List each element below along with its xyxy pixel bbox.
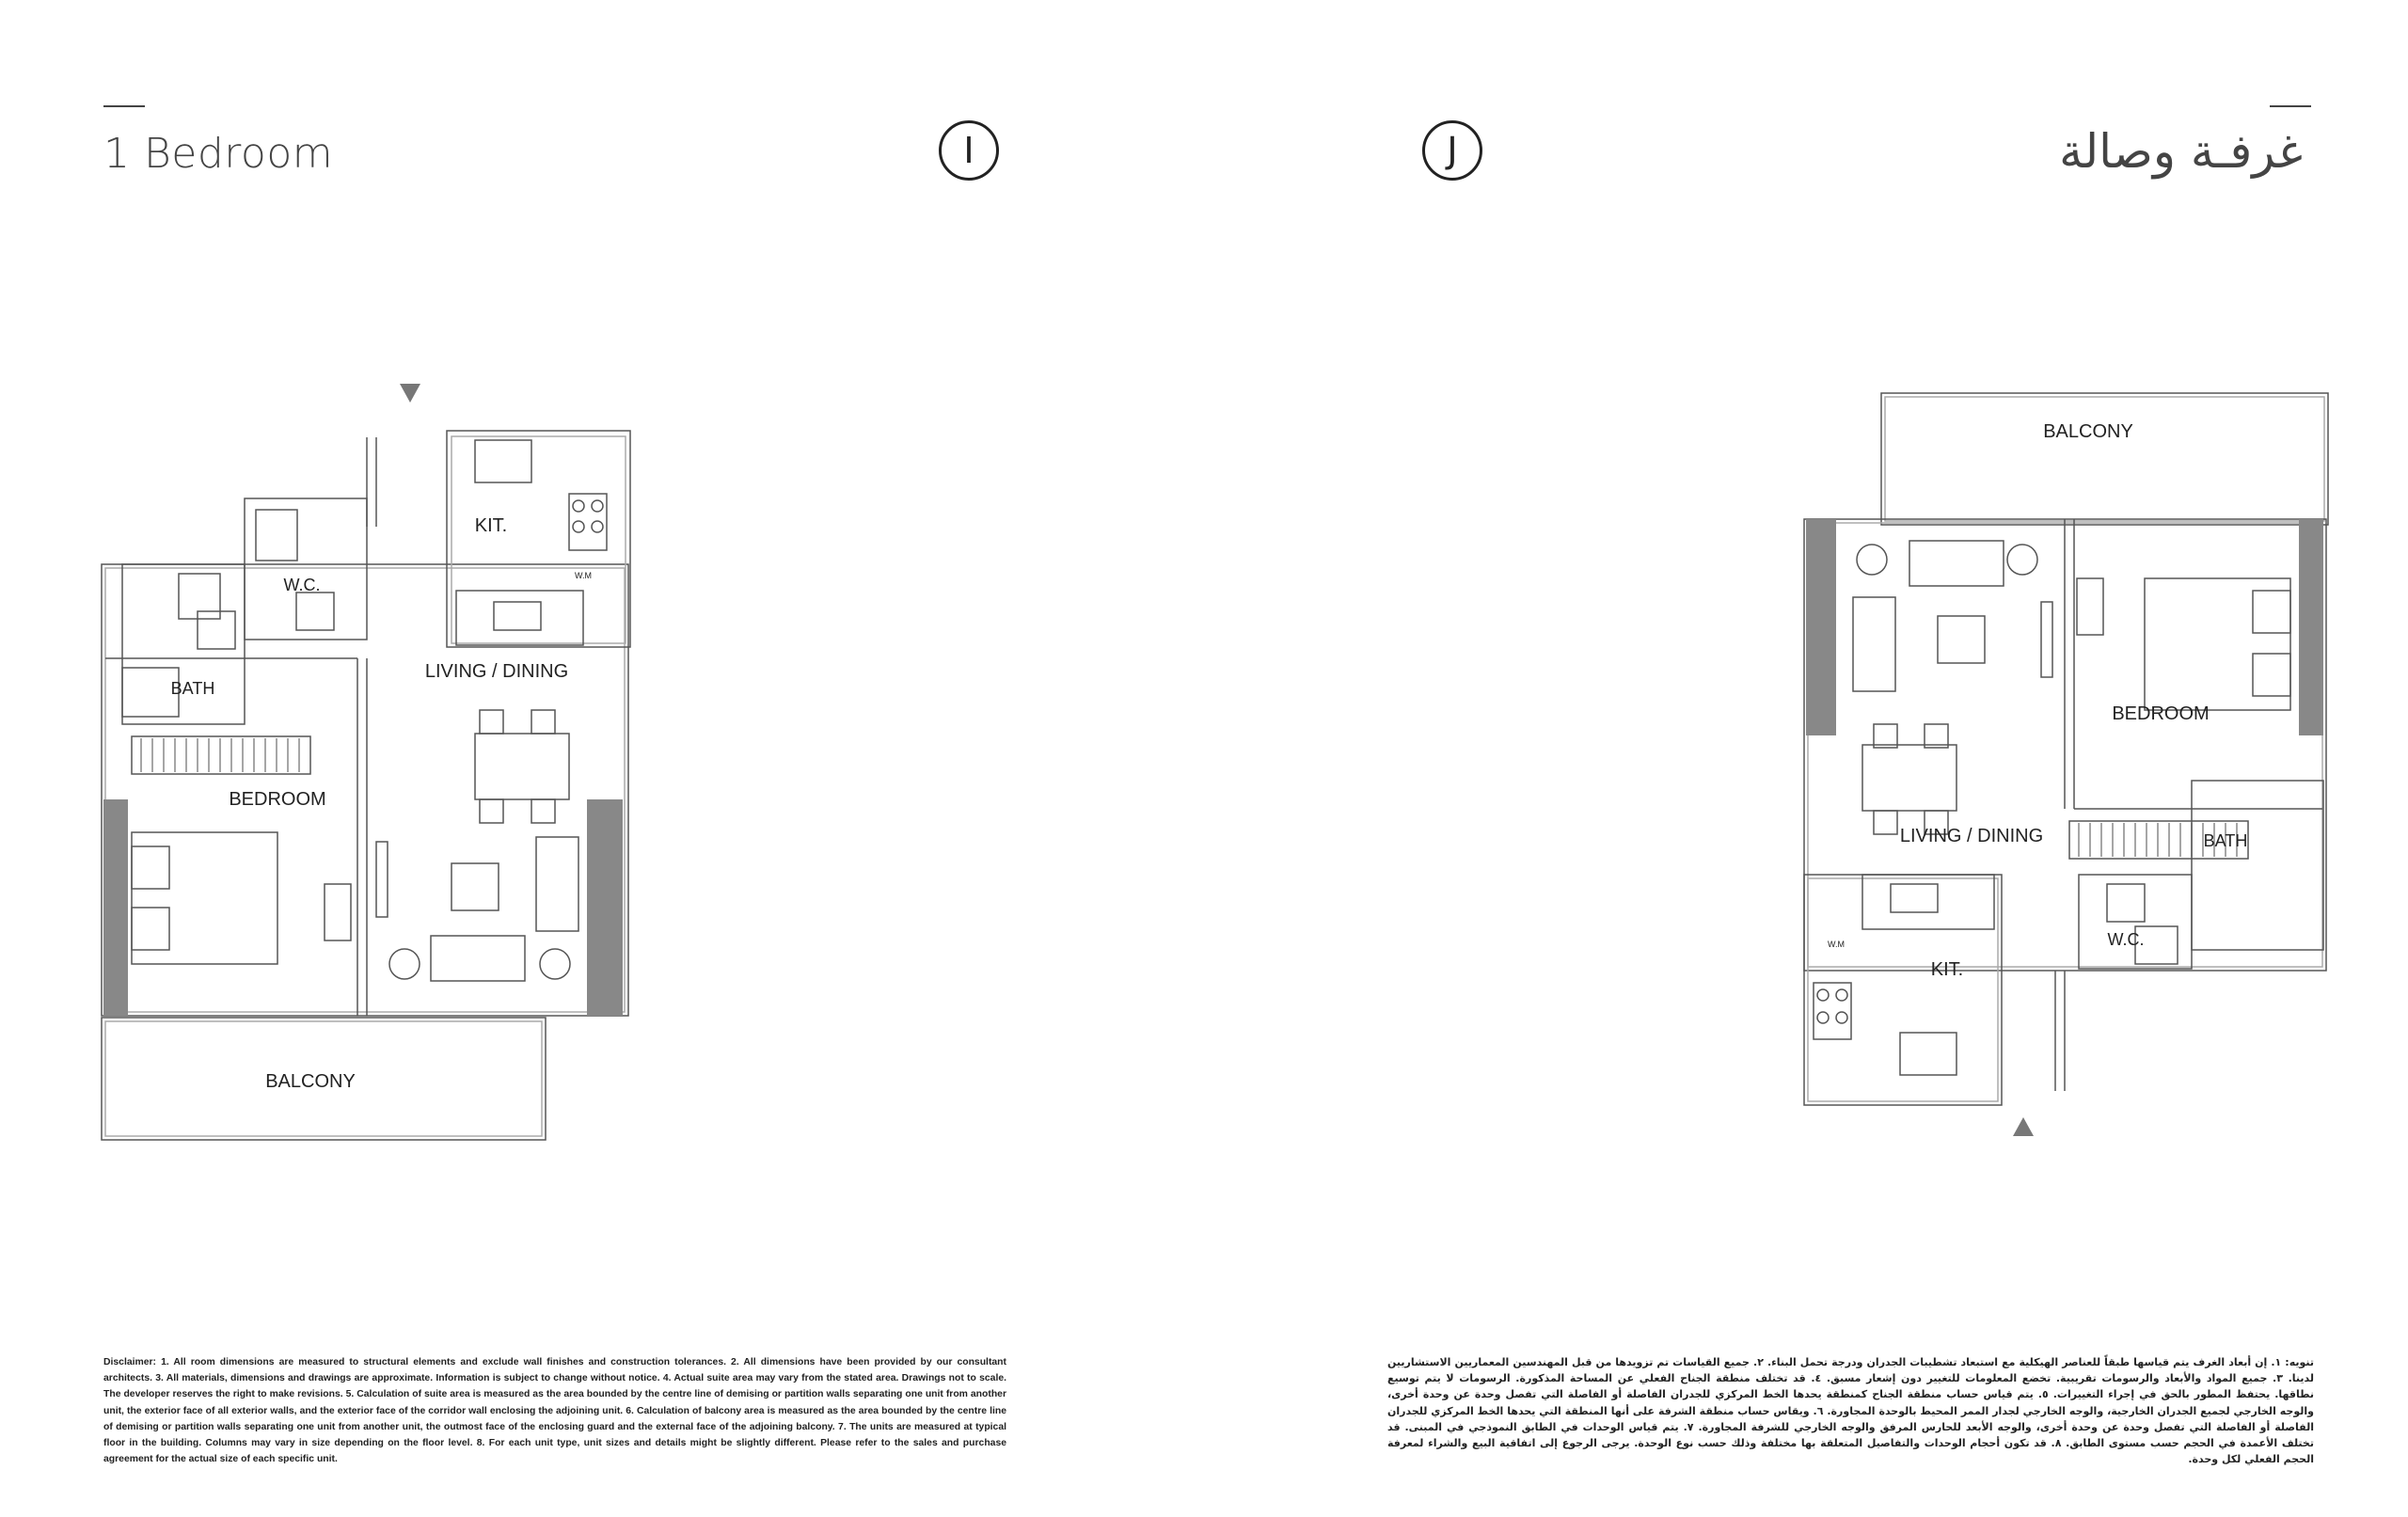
column-left-right-plan xyxy=(1806,519,1836,735)
unit-badge-j: J xyxy=(1422,120,1482,181)
living-label: LIVING / DINING xyxy=(424,661,569,682)
entry-arrow-icon xyxy=(400,384,420,403)
bedroom-label-right: BEDROOM xyxy=(2112,703,2210,724)
wm-label-right: W.M xyxy=(1828,940,1845,949)
living-label-right: LIVING / DINING xyxy=(1899,826,2044,846)
bath-label: BATH xyxy=(170,679,215,698)
bath-label-right: BATH xyxy=(2203,831,2248,850)
balcony-label-right: BALCONY xyxy=(2043,421,2133,442)
entry-arrow-icon-right xyxy=(2013,1117,2034,1136)
column-right-right-plan xyxy=(2299,519,2323,735)
unit-badge-i: I xyxy=(939,120,999,181)
floor-plan-right xyxy=(1797,386,2333,1147)
left-title-rule xyxy=(103,105,145,107)
floor-plan-left xyxy=(94,376,658,1157)
right-title-rule xyxy=(2270,105,2311,107)
wc-label: W.C. xyxy=(283,576,321,594)
unit-title-en: 1 Bedroom xyxy=(103,130,334,178)
kit-label: KIT. xyxy=(474,515,508,536)
kit-label-right: KIT. xyxy=(1930,959,1964,980)
column-right xyxy=(587,799,623,1016)
wm-label: W.M xyxy=(575,571,592,580)
disclaimer-ar: تنويه: ١. إن أبعاد الغرف يتم قياسها طبقاً للعناصر الهيكلية مع استبعاد تشطيبات الجدران ودرجة تحمل البناء. ٢. جميع القياسات تم تزويدها من قبل المهندسين المعماريين الاستشاريين لدينا. ٣. جميع المواد والأبعاد والرسومات تقريبية. تخضع المعلومات للتغيير دون إشعار مسبق. ٤. قد تختلف منطقة الجناح الفعلي عن المساحة المذكورة. الرسومات لا يتم توسيع نطاقها. يحتفظ المطور بالحق في إجراء التغييرات. ٥. يتم قياس حساب منطقة الجناح كمنطقة يحدها الخط المركزي للجدران الفاصلة أو الفاصلة التي تفصل وحدة عن وحدة أخرى، والوجه الخارجي لجميع الجدران الخارجية، والوجه الخارجي لجدار الممر المحيط بالوحدة المجاورة. ٦. ويقاس حساب منطقة الشرفة على أنها المنطقة التي يحدها الخط المركزي للجدران الفاصلة أو الفاصلة التي تفصل وحدة عن وحدة أخرى، والوجه الأبعد للحارس المرفق والوجه الخارجي للشرفة المجاورة. ٧. يتم قياس الوحدات في الطابق النموذجي في المبنى. قد تختلف الأعمدة في الحجم حسب مستوى الطابق. ٨. قد تكون أحجام الوحدات والتفاصيل المتعلقة بها مختلفة وذلك حسب نوع الوحدة. يرجى الرجوع إلى اتفاقية البيع والشراء لمعرفة الحجم الفعلي لكل وحدة. xyxy=(1387,1356,2315,1466)
balcony-label: BALCONY xyxy=(265,1071,356,1092)
disclaimer-en: Disclaimer: 1. All room dimensions are measured to structural elements and exclude wall finishes and construction tolerances. 2. All dimensions have been provided by our consultant architects. 3. All materials, dimensions and drawings are approximate. Information is subject to change without notice. 4. Actual suite area may vary from the stated area. Drawings not to scale. The developer reserves the right to make revisions. 5. Calculation of suite area is measured as the area bounded by the centre line of demising or partition walls separating one unit from another unit, the exterior face of all exterior walls, and the exterior face of the corridor wall enclosing the adjoining unit. 6. Calculation of balcony area is measured as the area bounded by the centre line of demising or partition walls separating one unit from another unit, the outmost face of the enclosing guard and the external face of the adjoining balcony. 7. The units are measured at typical floor in the building. Columns may vary in size depending on the floor level. 8. For each unit type, unit sizes and details might be slightly different. Please refer to the sales and purchase agreement for the actual size of each specific unit. xyxy=(103,1357,1006,1465)
wc-label-right: W.C. xyxy=(2107,930,2145,949)
column-left xyxy=(103,799,128,1016)
unit-title-ar: غرفـة وصالة xyxy=(2059,124,2303,179)
bedroom-label: BEDROOM xyxy=(229,789,326,810)
